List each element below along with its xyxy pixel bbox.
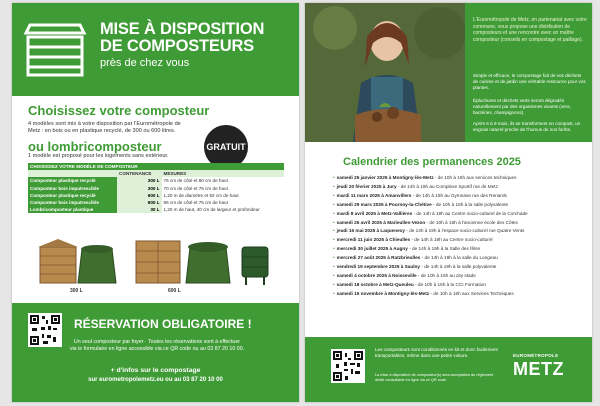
model-name: Lombricomposteur plastique [28, 206, 117, 213]
bullet-icon: • [333, 255, 335, 261]
page-subtitle: près de chez vous [100, 57, 190, 69]
table-row [28, 192, 284, 199]
calendar-item [333, 236, 588, 245]
plastic-bin-300-image [78, 245, 116, 283]
text-line: via le formulaire en ligne accessible via ce QR code ou au 03 87 20 10 00. [69, 346, 245, 352]
calendar-item [333, 272, 588, 281]
bullet-icon: • [333, 183, 335, 189]
model-name: Composteur plastique recyclé [28, 192, 117, 199]
calendar-item [333, 254, 588, 263]
calendar-date: mercredi 27 août 2025 à Ratzbrieulles [336, 255, 421, 261]
flyer-front-page [12, 3, 299, 402]
model-dimensions: 1,20 m de haut, 40 cm de largeur et profondeur [163, 207, 260, 213]
table-row [28, 199, 284, 206]
calendar-location: - de 14h à 19h à la salle du Longeau [420, 255, 498, 261]
calendar-date: mercredi 30 juillet 2025 à Augny [336, 246, 408, 252]
reservation-text [28, 339, 286, 353]
bullet-icon: • [333, 246, 335, 252]
intro-text-waste: Épluchures et déchets verts seront dégradés naturellement par des organismes vivants (vers, bactéries, champignons). [473, 98, 571, 115]
intro-panel [465, 3, 592, 142]
page-title [100, 21, 264, 55]
model-dimensions: 70 cm de côté et 75 cm de haut [163, 185, 228, 191]
calendar-item [333, 183, 588, 192]
composter-bin-icon [22, 21, 88, 79]
calendar-location: - de 10h à 16h aux Services Techniques [429, 290, 514, 296]
calendar-location: - de 14h à 19h au Complexe Sportif rue de Metz [396, 183, 498, 189]
calendar-date: mercredi 11 juin 2025 à Chieulles [336, 237, 411, 243]
model-capacity: 300 L [117, 177, 161, 184]
calendar-location: - de 14h à 19h au Centre socio-culturel de la Corchade [412, 210, 528, 216]
table-row [28, 206, 284, 213]
composter-table [28, 163, 284, 213]
calendar-location: - de 14h à 19h à la Salle des fêtes [407, 246, 481, 252]
model-dimensions: 96 cm de côté et 75 cm de haut [163, 200, 228, 206]
model-name: Composteur bois imputrescible [28, 199, 117, 206]
section-text-lombri: 1 modèle est proposé pour les logements sans extérieur. [28, 153, 169, 159]
table-header-capacity: CONTENANCE [117, 170, 161, 177]
calendar-item [333, 174, 588, 183]
text-line: Un seul composteur par foyer · Toutes les réservations sont à effectuer [73, 339, 241, 345]
model-name: Composteur plastique recyclé [28, 177, 117, 184]
text-line: Metz : en bois ou en plastique recyclé, de 300 ou 600 litres. [28, 128, 176, 134]
bullet-icon: • [333, 290, 335, 296]
more-info-heading: + d'infos sur le compostage [110, 367, 201, 374]
bullet-icon: • [333, 228, 335, 234]
calendar-location: - de 10h à 16h aux services techniques [433, 175, 517, 180]
model-capacity: 600 L [117, 199, 161, 206]
more-info-contact[interactable]: sur eurometropolemetz.eu ou au 03 87 20 10 00 [88, 377, 223, 383]
intro-text-simple: Simple et efficace, le compostage fait de vos déchets de cuisine et de jardin une véritable ressource pour vos plantes. [473, 73, 586, 90]
model-dimensions: 1,20 m de diamètre et 82 cm de haut [163, 192, 239, 198]
bullet-icon: • [333, 237, 335, 243]
calendar-date: samedi 25 janvier 2025 à Montigny-lès-Metz [336, 175, 434, 180]
calendar-date: vendredi 19 septembre 2025 à Saulny [336, 264, 421, 270]
model-capacity: 300 L [117, 185, 161, 192]
calendar-location: - de 10h à 16h au city stade [416, 272, 476, 278]
section-title-lombri: ou lombricomposteur [28, 139, 162, 154]
bullet-icon: • [333, 281, 335, 287]
calendar-item [333, 201, 588, 210]
free-badge: GRATUIT [204, 125, 248, 169]
calendar-location: - de 10h à 16h à l'ancienne école des Côtes [425, 219, 518, 225]
section-title-composteur: Choisissez votre composteur [28, 103, 210, 118]
wood-bin-600-image [136, 241, 180, 283]
intro-text-compost: Après 6 à 9 mois, ils se transforment en compost, un engrais naturel proche de l'humus de nos forêts. [473, 121, 581, 132]
calendar-item [333, 210, 588, 219]
calendar-date: jeudi 15 mai 2025 à Laquenexy [336, 228, 405, 234]
bullet-icon: • [333, 175, 335, 180]
composter-models-illustration [38, 235, 273, 287]
calendar-list [333, 174, 588, 299]
kit-info-text: Les composteurs sont conditionnés en kit et donc facilement transportables, même dans une petite voiture. [375, 347, 498, 358]
calendar-location: - de 10h à 16h à la salle polyvalente [431, 201, 509, 207]
calendar-date: mardi 11 mars 2025 à Amanvillers [336, 192, 412, 198]
calendar-date: samedi 29 mars 2025 à Pournoy-la-Chétive [336, 201, 432, 207]
reservation-title: RÉSERVATION OBLIGATOIRE ! [74, 317, 252, 331]
table-header [28, 170, 117, 177]
model-capacity: 30 L [117, 206, 161, 213]
bullet-icon: • [333, 272, 335, 278]
table-row [28, 177, 284, 184]
qr-code-icon[interactable] [331, 349, 365, 383]
title-line-1: MISE À DISPOSITION [100, 20, 265, 38]
calendar-item [333, 192, 588, 201]
calendar-item [333, 290, 588, 299]
calendar-item [333, 227, 588, 236]
worm-composter-image [242, 247, 268, 285]
calendar-date: mardi 8 avril 2025 à Metz-Vallières [336, 210, 413, 216]
plastic-bin-600-image [186, 242, 230, 283]
hero-banner [12, 3, 299, 96]
calendar-title: Calendrier des permanences 2025 [343, 156, 521, 168]
bin-capacity-label-600: 600 L [168, 288, 181, 294]
section-text-composteur [28, 121, 181, 135]
bullet-icon: • [333, 264, 335, 270]
calendar-location: - de 14h à 19h au Centre socio-culturel [410, 237, 493, 243]
calendar-item [333, 281, 588, 290]
model-dimensions: 76 cm de côté et 80 cm de haut [163, 178, 228, 184]
right-footer-banner [305, 337, 592, 402]
bullet-icon: • [333, 219, 335, 225]
reservation-banner [12, 303, 299, 402]
calendar-location: - de 14h à 19h au Gymnase rue des Renards [411, 192, 507, 198]
text-line: 4 modèles sont mis à votre disposition par l'Eurométropole de [28, 121, 181, 127]
calendar-location: - de 14h à 19h à l'espace socio-culturel rue Quatre Vents [404, 228, 525, 234]
calendar-date: samedi 26 avril 2025 à Marieulles-Vezon [336, 219, 426, 225]
regulation-text: La mise à disposition de composteur(s) sera acceptation du règlement dédié consultable en ligne via ce QR code. [375, 373, 494, 382]
bullet-icon: • [333, 201, 335, 207]
calendar-date: samedi 18 octobre à Metz-Queuleu [336, 281, 414, 287]
bullet-icon: • [333, 210, 335, 216]
logo-metz-text: METZ [513, 359, 564, 379]
calendar-item [333, 219, 588, 228]
calendar-location: - de 14h à 19h à la salle polyvalente [420, 264, 497, 270]
wood-bin-300-image [38, 239, 78, 283]
model-capacity: 600 L [117, 192, 161, 199]
table-header-dimensions: MESURES [162, 170, 284, 177]
bin-capacity-label-300: 300 L [70, 288, 83, 294]
calendar-item [333, 263, 588, 272]
title-line-2: DE COMPOSTEURS [100, 37, 254, 55]
model-name: Composteur bois imputrescible [28, 185, 117, 192]
flyer-back-page [305, 3, 592, 402]
intro-text: L'Eurométropole de Metz, en partenariat avec votre commune, vous propose une distribution de composteurs et une rencontre avec un maître composteur (conseils en compostage et paillage). [473, 17, 587, 43]
calendar-date: jeudi 20 février 2025 à Jury [336, 183, 397, 189]
calendar-location: - de 10h à 16h à la CCI Formation [413, 281, 486, 287]
table-title: CHOISISSEZ VOTRE MODÈLE DE COMPOSTEUR [28, 163, 284, 170]
calendar-date: samedi 15 novembre à Montigny-lès-Metz [336, 290, 430, 296]
bullet-icon: • [333, 192, 335, 198]
table-row [28, 185, 284, 192]
calendar-date: samedi 4 octobre 2025 à Noisseville [336, 272, 417, 278]
logo-eurometropole-text: EUROMÉTROPOLE [513, 353, 559, 358]
gardener-photo [305, 3, 465, 142]
calendar-item [333, 245, 588, 254]
